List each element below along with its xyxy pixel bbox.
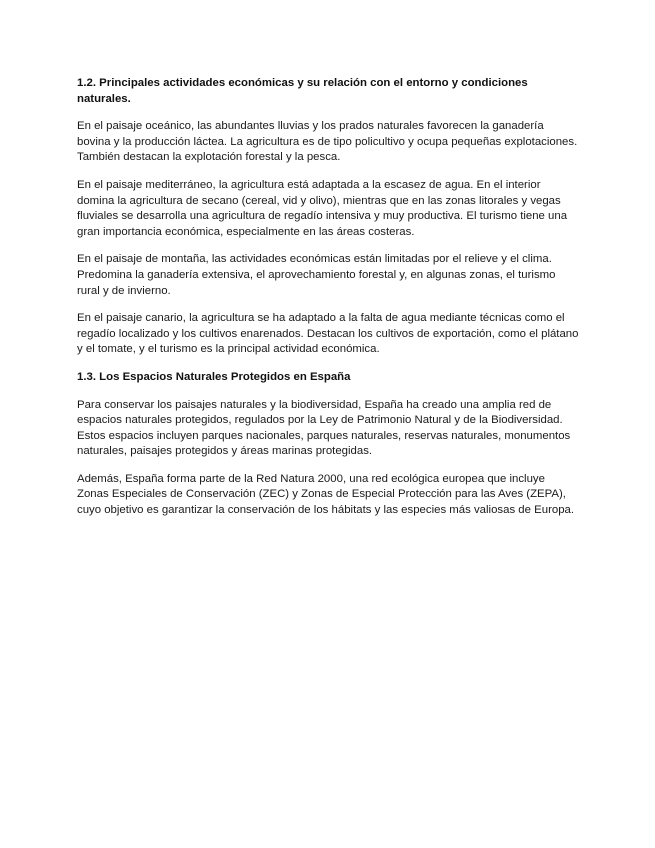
section-heading-economic-activities: 1.2. Principales actividades económicas y su relación con el entorno y condiciones naturales. bbox=[77, 77, 528, 105]
paragraph-protected-spaces: Para conservar los paisajes naturales y la biodiversidad, España ha creado una amplia red de espacios naturales protegidos, regulados por la Ley de Patrimonio Natural y de la Biodiversidad. Estos espacios incluyen parques nacionales, parques naturales, reservas naturales, monumentos naturales, paisajes protegidos y áreas marinas protegidas. bbox=[77, 398, 571, 458]
paragraph-mountain-landscape: En el paisaje de montaña, las actividades económicas están limitadas por el relieve y el clima. Predomina la ganadería extensiva, el aprovechamiento forestal y, en algunas zonas, el turismo rural y de invierno. bbox=[77, 253, 556, 297]
section-heading-protected-areas: 1.3. Los Espacios Naturales Protegidos en España bbox=[77, 370, 351, 383]
paragraph-canary-landscape: En el paisaje canario, la agricultura se ha adaptado a la falta de agua mediante técnicas como el regadío localizado y los cultivos enarenados. Destacan los cultivos de exportación, como el plátano y el tomate, y el turismo es la principal actividad económica. bbox=[77, 312, 579, 356]
paragraph-mediterranean-landscape: En el paisaje mediterráneo, la agricultura está adaptada a la escasez de agua. En el interior domina la agricultura de secano (cereal, vid y olivo), mientras que en las zonas litorales y vegas fluviales se desarrolla una agricultura de regadío intensiva y muy productiva. El turismo tiene una gran importancia económica, especialmente en las áreas costeras. bbox=[77, 178, 568, 238]
paragraph-natura-2000: Además, España forma parte de la Red Natura 2000, una red ecológica europea que incluye Zonas Especiales de Conservación (ZEC) y Zonas de Especial Protección para las Aves (ZEPA), cuyo objetivo es garantizar la conservación de los hábitats y las especies más valiosas de Europa. bbox=[77, 472, 575, 517]
document-body bbox=[77, 76, 579, 531]
paragraph-oceanic-landscape: En el paisaje oceánico, las abundantes lluvias y los prados naturales favorecen la ganadería bovina y la producción láctea. La agricultura es de tipo policultivo y ocupa pequeñas explotaciones. También destacan la explotación forestal y la pesca. bbox=[77, 120, 578, 164]
